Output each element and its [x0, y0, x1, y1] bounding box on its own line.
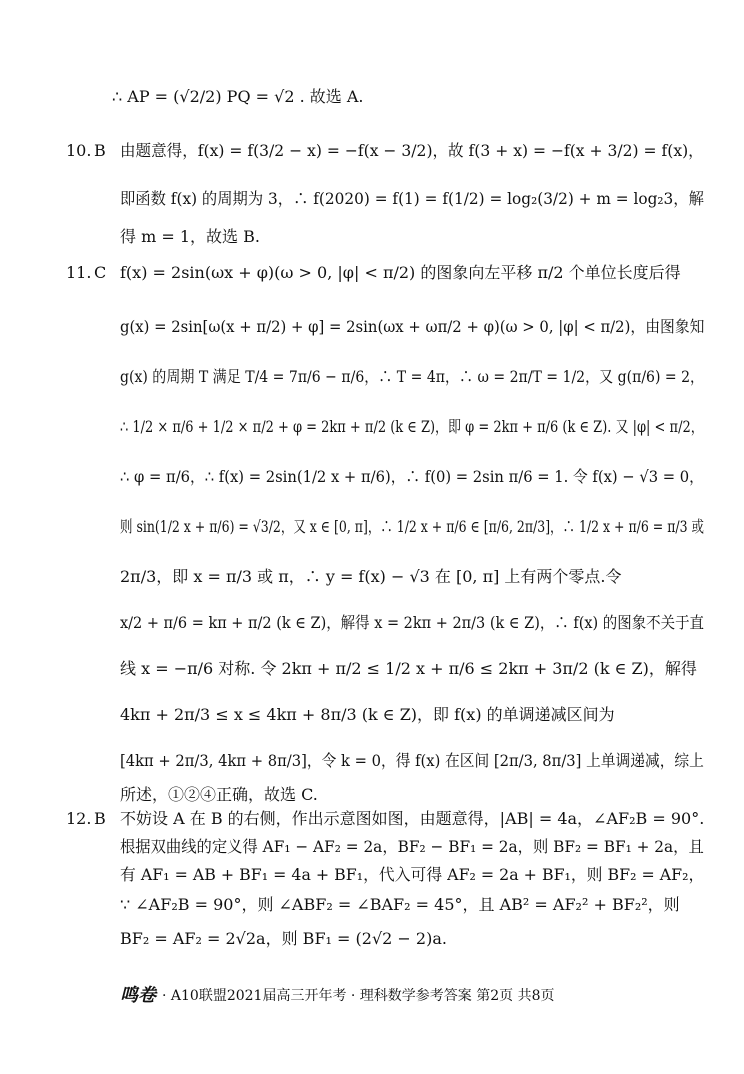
footer-text: · A10联盟2021届高三开年考 · 理科数学参考答案 第2页 共8页 [162, 988, 555, 1004]
line-19: 有 AF₁ = AB + BF₁ = 4a + BF₁，代入可得 AF₂ = 2a + BF₁，则 BF₂ = AF₂， [120, 865, 705, 884]
line-10: 则 sin(1/2 x + π/6) = √3/2，又 x ∈ [0, π]，∴ 1/2 x + π/6 ∈ [π/6, 2π/3]，∴ 1/2 x + π/6 = π/3 或 [120, 517, 705, 536]
line-02: 由题意得，f(x) = f(3/2 − x) = −f(x − 3/2)，故 f(3 + x) = −f(x + 3/2) = f(x)， [120, 141, 704, 160]
line-11: 2π/3，即 x = π/3 或 π，∴ y = f(x) − √3 在 [0, π] 上有两个零点.令 [120, 567, 622, 586]
line-20: ∵ ∠AF₂B = 90°，则 ∠ABF₂ = ∠BAF₂ = 45°，且 AB² = AF₂² + BF₂²，则 [120, 895, 680, 914]
line-21: BF₂ = AF₂ = 2√2a，则 BF₁ = (2√2 − 2)a. [120, 929, 447, 948]
q10-answer: B [94, 141, 106, 160]
q10-number: 10. [66, 141, 92, 160]
line-12: x/2 + π/6 = kπ + π/2 (k ∈ Z)，解得 x = 2kπ + 2π/3 (k ∈ Z)，∴ f(x) 的图象不关于直 [120, 613, 705, 632]
line-16: 所述，①②④正确，故选 C. [120, 785, 318, 804]
line-07: g(x) 的周期 T 满足 T/4 = 7π/6 − π/6，∴ T = 4π，∴ ω = 2π/T = 1/2，又 g(π/6) = 2， [120, 367, 705, 386]
page-footer [120, 986, 555, 1006]
line-04: 得 m = 1，故选 B. [120, 227, 260, 246]
q11-number: 11. [66, 263, 92, 282]
line-01: ∴ AP = (√2/2) PQ = √2 . 故选 A. [112, 87, 364, 106]
line-13: 线 x = −π/6 对称. 令 2kπ + π/2 ≤ 1/2 x + π/6 ≤ 2kπ + 3π/2 (k ∈ Z)，解得 [120, 659, 697, 678]
line-08: ∴ 1/2 × π/6 + 1/2 × π/2 + φ = 2kπ + π/2 (k ∈ Z)，即 φ = 2kπ + π/6 (k ∈ Z). 又 |φ| < π/2， [120, 417, 704, 436]
line-06: g(x) = 2sin[ω(x + π/2) + φ] = 2sin(ωx + ωπ/2 + φ)(ω > 0, |φ| < π/2)，由图象知 [120, 317, 705, 336]
line-09: ∴ φ = π/6，∴ f(x) = 2sin(1/2 x + π/6)，∴ f(0) = 2sin π/6 = 1. 令 f(x) − √3 = 0， [120, 467, 704, 486]
line-03: 即函数 f(x) 的周期为 3，∴ f(2020) = f(1) = f(1/2) = log₂(3/2) + m = log₂3，解 [120, 189, 704, 208]
line-18: 根据双曲线的定义得 AF₁ − AF₂ = 2a，BF₂ − BF₁ = 2a，则 BF₂ = BF₁ + 2a，且 [120, 837, 704, 856]
line-14: 4kπ + 2π/3 ≤ x ≤ 4kπ + 8π/3 (k ∈ Z)，即 f(x) 的单调递减区间为 [120, 705, 615, 724]
q12-number: 12. [66, 809, 92, 828]
line-05: f(x) = 2sin(ωx + φ)(ω > 0, |φ| < π/2) 的图象向左平移 π/2 个单位长度后得 [120, 263, 681, 282]
line-15: [4kπ + 2π/3, 4kπ + 8π/3]，令 k = 0，得 f(x) 在区间 [2π/3, 8π/3] 上单调递减，综上 [120, 751, 704, 770]
q12-answer: B [94, 809, 106, 828]
brand-logo: 鸣卷 [120, 985, 156, 1006]
q11-answer: C [94, 263, 107, 282]
line-17: 不妨设 A 在 B 的右侧，作出示意图如图，由题意得，|AB| = 4a，∠AF₂B = 90°. [120, 809, 705, 828]
